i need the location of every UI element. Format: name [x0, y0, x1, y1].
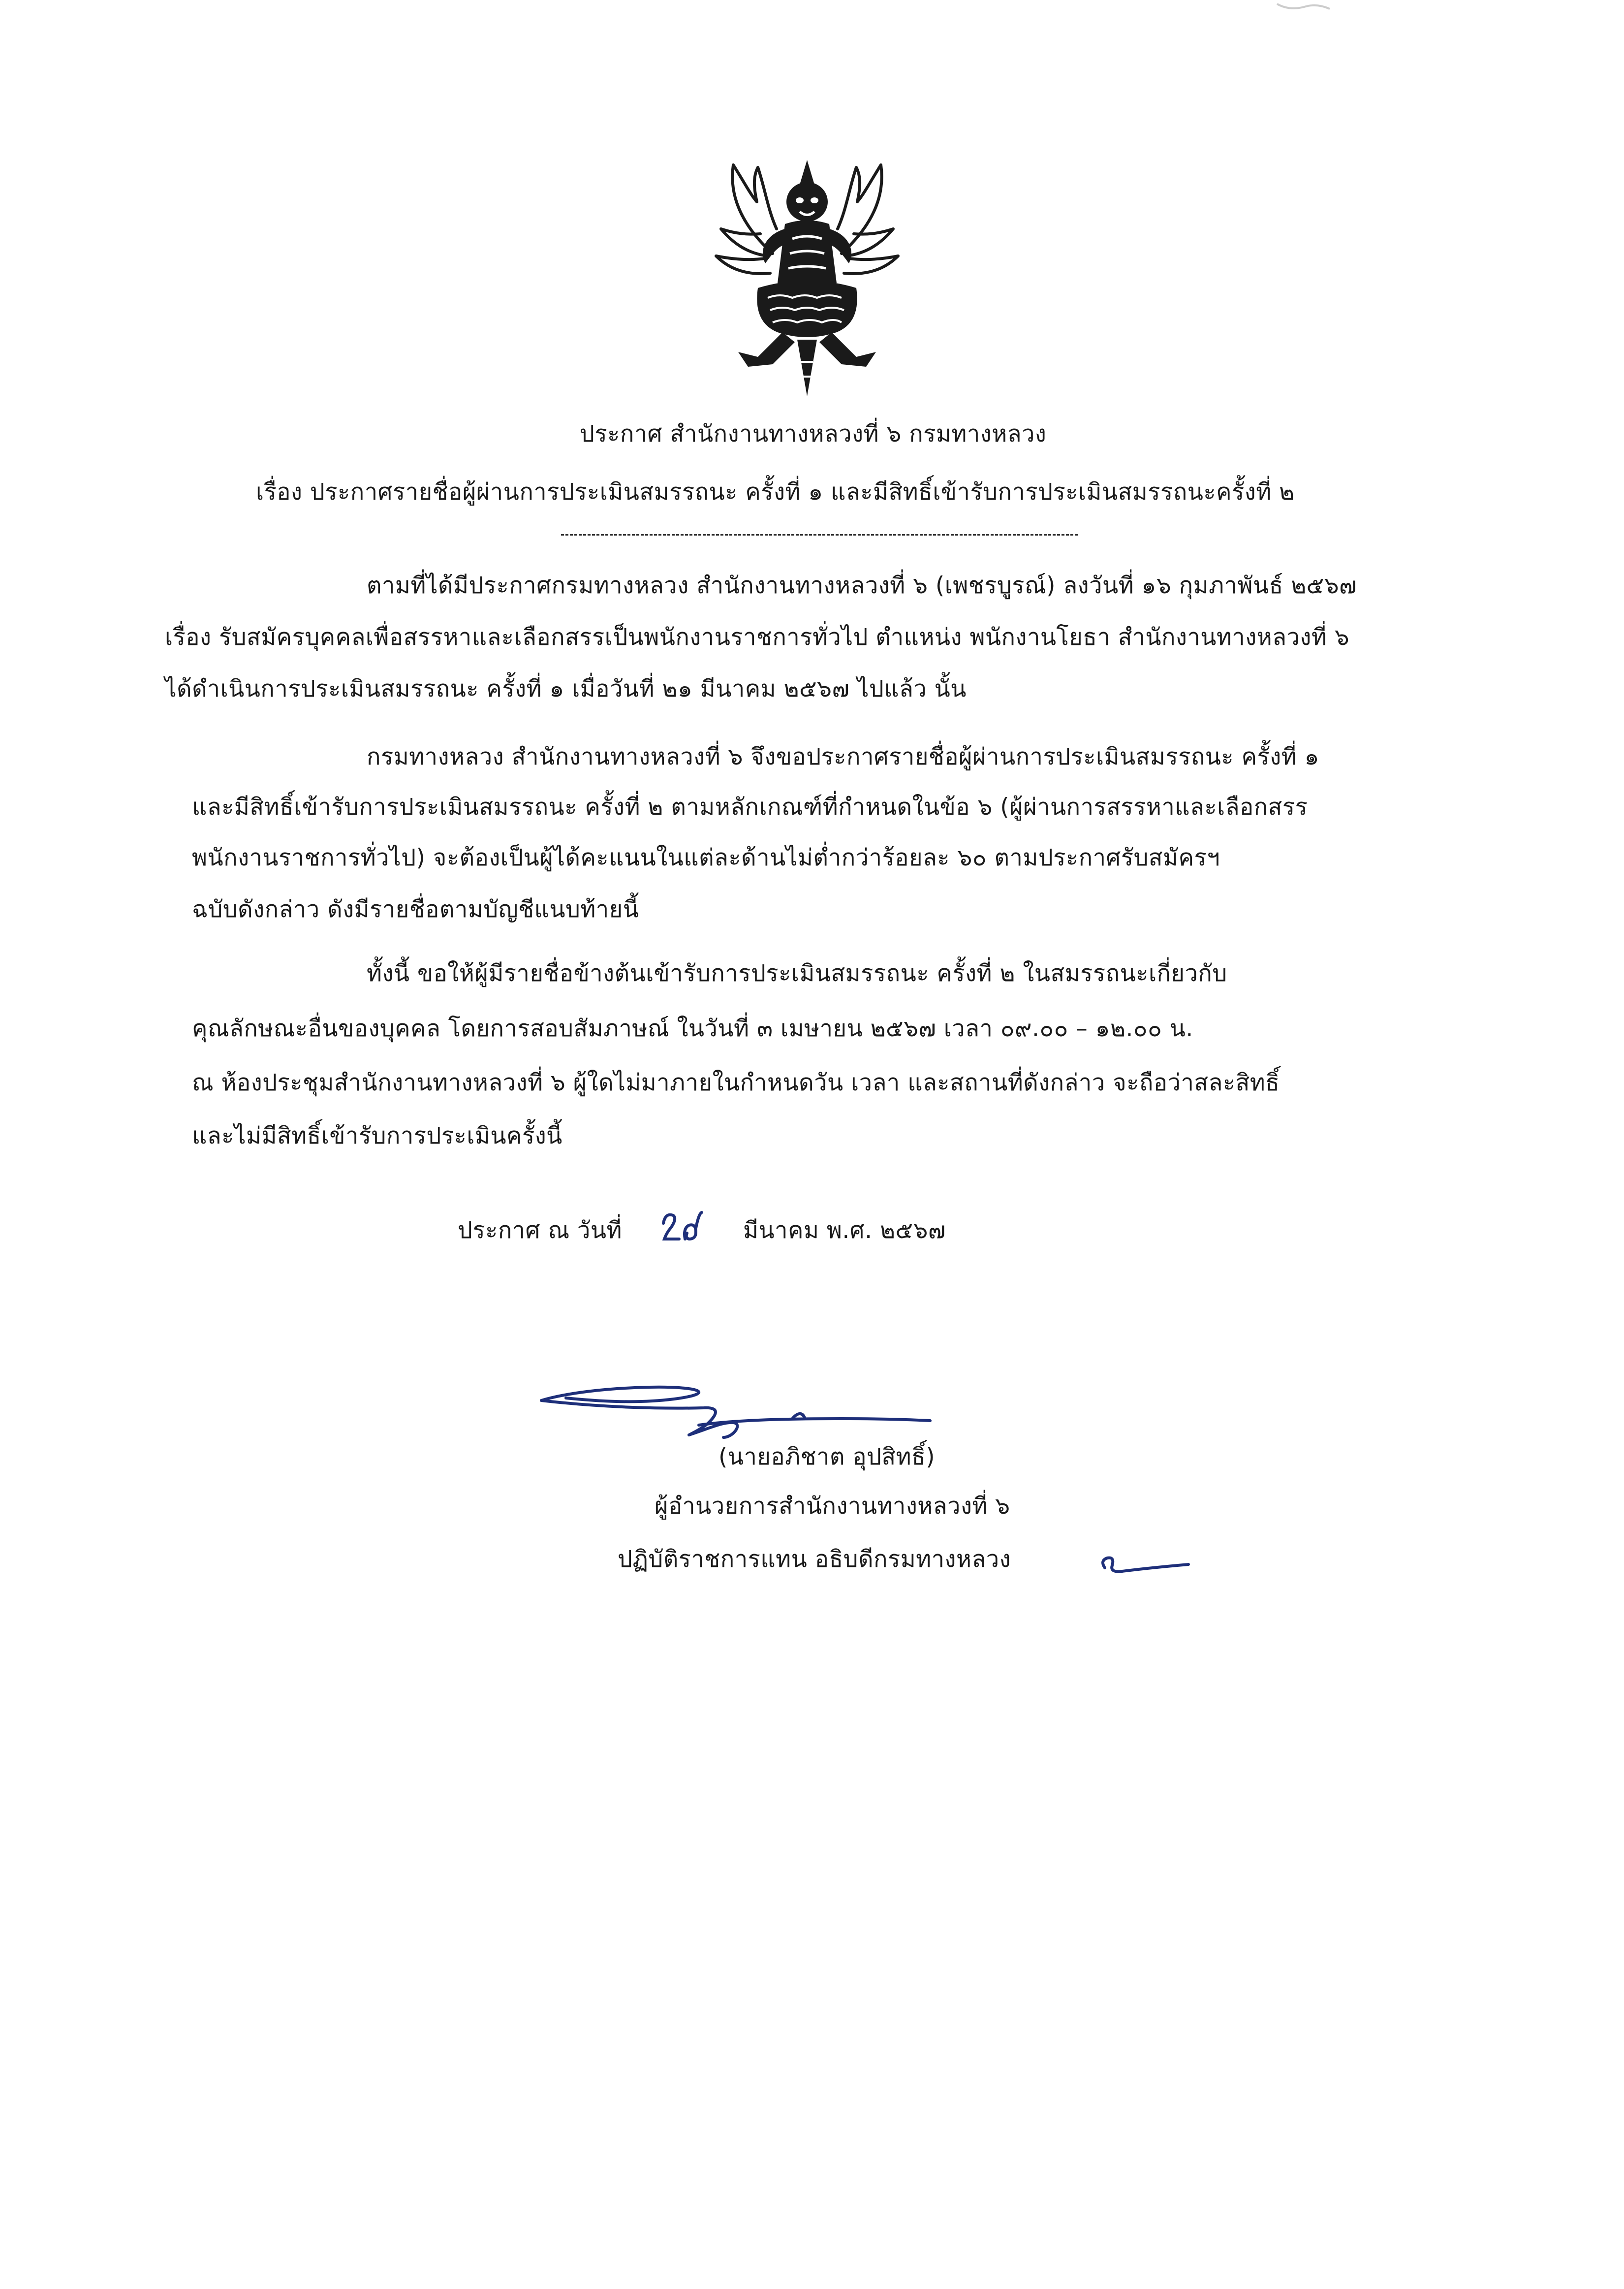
garuda-emblem-icon — [699, 155, 915, 401]
signatory-acting: ปฏิบัติราชการแทน อธิบดีกรมทางหลวง — [618, 1546, 1011, 1573]
document-subject: เรื่อง ประกาศรายชื่อผู้ผ่านการประเมินสมรรถนะ ครั้งที่ ๑ และมีสิทธิ์เข้ารับการประเมินสมรรถนะครั้งที่ ๒ — [256, 478, 1295, 506]
date-suffix: มีนาคม พ.ศ. ๒๕๖๗ — [743, 1217, 946, 1244]
paragraph-3-line-1: ทั้งนี้ ขอให้ผู้มีรายชื่อข้างต้นเข้ารับการประเมินสมรรถนะ ครั้งที่ ๒ ในสมรรถนะเกี่ยวกับ — [367, 960, 1227, 987]
paragraph-3-line-2: คุณลักษณะอื่นของบุคคล โดยการสอบสัมภาษณ์ ในวันที่ ๓ เมษายน ๒๕๖๗ เวลา ๐๙.๐๐ – ๑๒.๐๐ น. — [192, 1015, 1193, 1042]
paragraph-2-line-2: และมีสิทธิ์เข้ารับการประเมินสมรรถนะ ครั้งที่ ๒ ตามหลักเกณฑ์ที่กำหนดในข้อ ๖ (ผู้ผ่านการสรรหาและเลือกสรร — [192, 794, 1308, 821]
date-prefix: ประกาศ ณ วันที่ — [458, 1217, 622, 1244]
separator-line — [561, 534, 1078, 536]
initial-mark — [1095, 1546, 1193, 1580]
document-title: ประกาศ สำนักงานทางหลวงที่ ๖ กรมทางหลวง — [580, 420, 1047, 447]
paragraph-1-line-2: เรื่อง รับสมัครบุคคลเพื่อสรรหาและเลือกสรรเป็นพนักงานราชการทั่วไป ตำแหน่ง พนักงานโยธา สำนักงานทางหลวงที่ ๖ — [165, 624, 1350, 651]
paragraph-2-line-4: ฉบับดังกล่าว ดังมีรายชื่อตามบัญชีแนบท้ายนี้ — [192, 896, 639, 923]
paragraph-1-line-3: ได้ดำเนินการประเมินสมรรถนะ ครั้งที่ ๑ เมื่อวันที่ ๒๑ มีนาคม ๒๕๖๗ ไปแล้ว นั้น — [165, 675, 967, 702]
scan-mark — [1275, 0, 1334, 15]
paragraph-3-line-4: และไม่มีสิทธิ์เข้ารับการประเมินครั้งนี้ — [192, 1122, 562, 1149]
paragraph-1-line-1: ตามที่ได้มีประกาศกรมทางหลวง สำนักงานทางหลวงที่ ๖ (เพชรบูรณ์) ลงวันที่ ๑๖ กุมภาพันธ์ ๒๕๖๗ — [367, 572, 1357, 599]
signature-image — [536, 1373, 999, 1447]
paragraph-2-line-1: กรมทางหลวง สำนักงานทางหลวงที่ ๖ จึงขอประกาศรายชื่อผู้ผ่านการประเมินสมรรถนะ ครั้งที่ ๑ — [367, 743, 1319, 770]
signatory-name: (นายอภิชาต อุปสิทธิ์) — [718, 1443, 936, 1470]
handwritten-day — [659, 1208, 704, 1243]
paragraph-2-line-3: พนักงานราชการทั่วไป) จะต้องเป็นผู้ได้คะแนนในแต่ละด้านไม่ต่ำกว่าร้อยละ ๖๐ ตามประกาศรับสมัครฯ — [192, 844, 1220, 871]
paragraph-3-line-3: ณ ห้องประชุมสำนักงานทางหลวงที่ ๖ ผู้ใดไม่มาภายในกำหนดวัน เวลา และสถานที่ดังกล่าว จะถือว่าสละสิทธิ์ — [192, 1069, 1280, 1096]
signatory-position: ผู้อำนวยการสำนักงานทางหลวงที่ ๖ — [655, 1493, 1010, 1520]
